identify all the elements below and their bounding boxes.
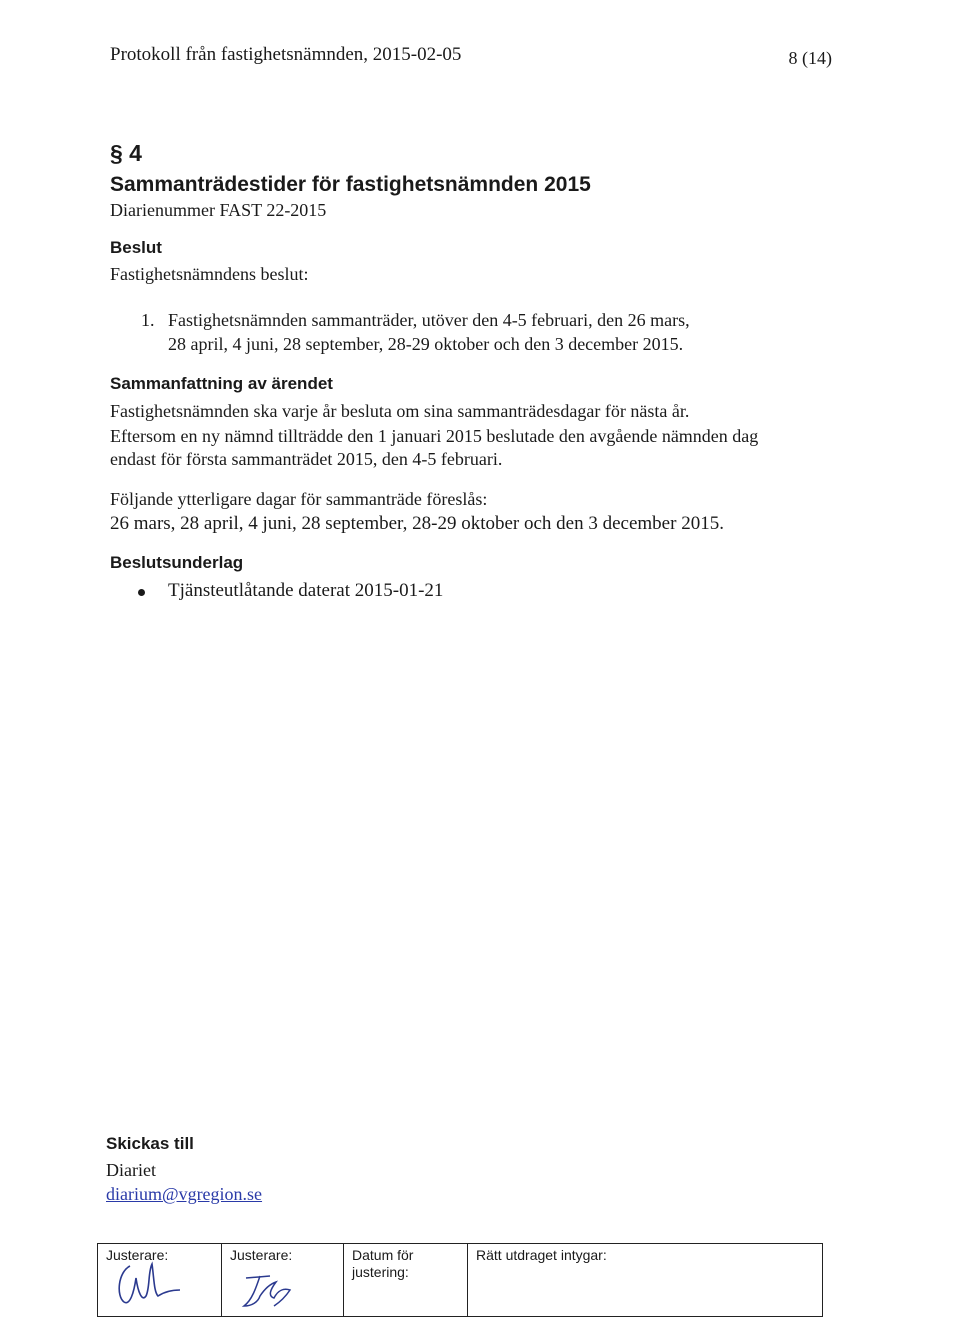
justerare-label-2: Justerare: bbox=[230, 1247, 293, 1263]
beslut-item-line1: Fastighetsnämnden sammanträder, utöver den 4-5 februari, den 26 mars, bbox=[168, 310, 690, 330]
recipient-diariet: Diariet bbox=[106, 1160, 156, 1180]
ratt-utdraget-cell bbox=[468, 1244, 822, 1316]
email-link[interactable]: diarium@vgregion.se bbox=[106, 1184, 263, 1204]
datum-label-line1: Datum för bbox=[352, 1247, 414, 1263]
ratt-utdraget-label: Rätt utdraget intygar: bbox=[476, 1247, 607, 1263]
heading-beslut: Beslut bbox=[110, 238, 162, 257]
sammanfattning-line2: Eftersom en ny nämnd tillträdde den 1 januari 2015 beslutade den avgående nämnden dag bbox=[110, 426, 759, 446]
section-title: Sammanträdestider för fastighetsnämnden 2015 bbox=[110, 173, 591, 196]
signature-box bbox=[97, 1243, 823, 1317]
heading-skickas-till: Skickas till bbox=[106, 1134, 194, 1153]
datum-label-line2: justering: bbox=[352, 1264, 409, 1280]
sammanfattning-line5: 26 mars, 28 april, 4 juni, 28 september, 28-29 oktober och den 3 december 2015. bbox=[110, 513, 724, 534]
justerare-cell-2 bbox=[222, 1244, 344, 1316]
sammanfattning-line3: endast för första sammanträdet 2015, den 4-5 februari. bbox=[110, 449, 503, 469]
page-header-title: Protokoll från fastighetsnämnden, 2015-02-05 bbox=[110, 44, 462, 65]
sammanfattning-line4: Följande ytterligare dagar för sammanträde föreslås: bbox=[110, 489, 488, 509]
justerare-label-1: Justerare: bbox=[106, 1247, 169, 1263]
bullet-icon bbox=[138, 589, 145, 596]
section-number: § 4 bbox=[110, 140, 142, 166]
beslut-item-line2: 28 april, 4 juni, 28 september, 28-29 oktober och den 3 december 2015. bbox=[168, 334, 684, 354]
beslut-intro: Fastighetsnämndens beslut: bbox=[110, 264, 309, 284]
diarienummer: Diarienummer FAST 22-2015 bbox=[110, 200, 327, 220]
page-number: 8 (14) bbox=[788, 48, 832, 68]
sammanfattning-line1: Fastighetsnämnden ska varje år besluta om sina sammanträdesdagar för nästa år. bbox=[110, 401, 690, 421]
signature-icon bbox=[230, 1266, 320, 1314]
heading-beslutsunderlag: Beslutsunderlag bbox=[110, 553, 244, 572]
justerare-cell-1 bbox=[98, 1244, 222, 1316]
signature-icon bbox=[108, 1252, 188, 1310]
heading-sammanfattning: Sammanfattning av ärendet bbox=[110, 374, 333, 393]
datum-cell bbox=[344, 1244, 468, 1316]
beslut-item-number: 1. bbox=[141, 310, 155, 330]
beslutsunderlag-item: Tjänsteutlåtande daterat 2015-01-21 bbox=[168, 580, 444, 601]
